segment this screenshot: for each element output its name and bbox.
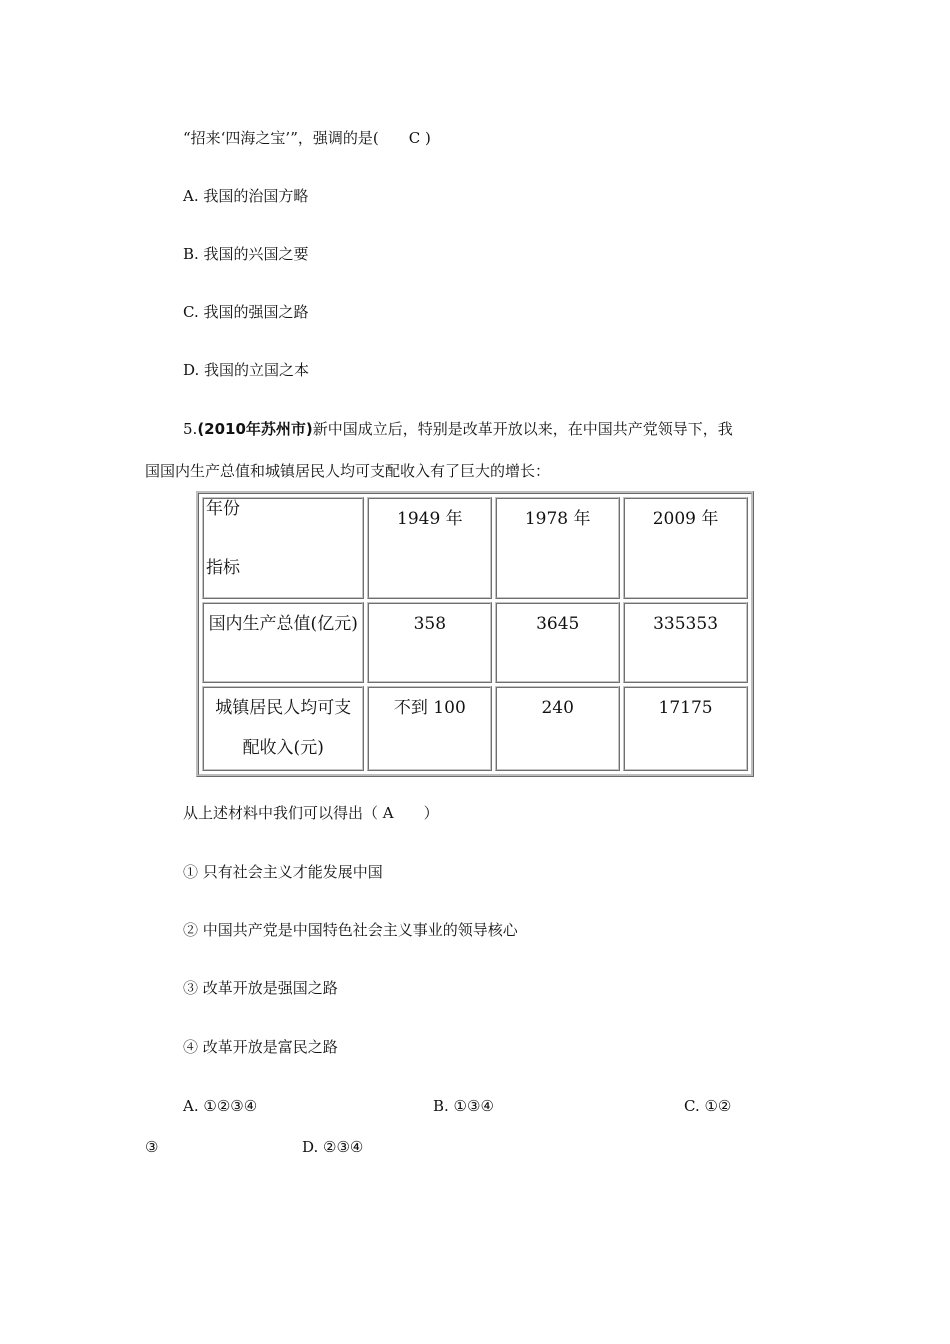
option-b: B. 我国的兴国之要: [183, 245, 309, 263]
choice-a: A. ①②③④: [183, 1097, 258, 1115]
indicator-label: 城镇居民人均可支配收入(元): [202, 686, 364, 771]
table-header-row: [202, 497, 748, 599]
statement-4: ④ 改革开放是富民之路: [183, 1038, 338, 1056]
q5-number: 5.: [183, 420, 198, 438]
choice-c-continued: ③: [145, 1138, 159, 1156]
corner-year-label: 年份: [206, 499, 240, 519]
table-cell: 不到 100: [367, 686, 492, 771]
q5-stem-line2: 国国内生产总值和城镇居民人均可支配收入有了巨大的增长：: [145, 462, 551, 480]
table-row: [202, 602, 748, 683]
q5-prompt: 从上述材料中我们可以得出（ A ）: [183, 804, 439, 822]
q5-stem-text1: 新中国成立后，特别是改革开放以来，在中国共产党领导下，我: [312, 420, 733, 438]
choice-b: B. ①③④: [433, 1097, 494, 1115]
q5-source: (2010年苏州市): [197, 420, 313, 438]
table-cell: 335353: [623, 602, 748, 683]
table-cell: 17175: [623, 686, 748, 771]
option-a: A. 我国的治国方略: [183, 187, 309, 205]
table-cell: 240: [495, 686, 620, 771]
statement-2: ② 中国共产党是中国特色社会主义事业的领导核心: [183, 921, 518, 939]
question-tail: “招来‘四海之宝’”，强调的是( C ): [183, 129, 431, 147]
indicator-label: 国内生产总值(亿元): [202, 602, 364, 683]
year-header: 1978 年: [495, 497, 620, 599]
data-table: [196, 491, 754, 777]
year-header: 2009 年: [623, 497, 748, 599]
statement-3: ③ 改革开放是强国之路: [183, 979, 338, 997]
statement-1: ① 只有社会主义才能发展中国: [183, 863, 383, 881]
table-row: [202, 686, 748, 771]
choice-d: D. ②③④: [302, 1138, 364, 1156]
choice-c: C. ①②: [684, 1097, 732, 1115]
table-corner-cell: [202, 497, 364, 599]
q5-stem-line1: [183, 419, 733, 439]
corner-indicator-label: 指标: [206, 558, 240, 578]
year-header: 1949 年: [367, 497, 492, 599]
table-cell: 358: [367, 602, 492, 683]
option-c: C. 我国的强国之路: [183, 303, 309, 321]
table-cell: 3645: [495, 602, 620, 683]
option-d: D. 我国的立国之本: [183, 361, 310, 379]
